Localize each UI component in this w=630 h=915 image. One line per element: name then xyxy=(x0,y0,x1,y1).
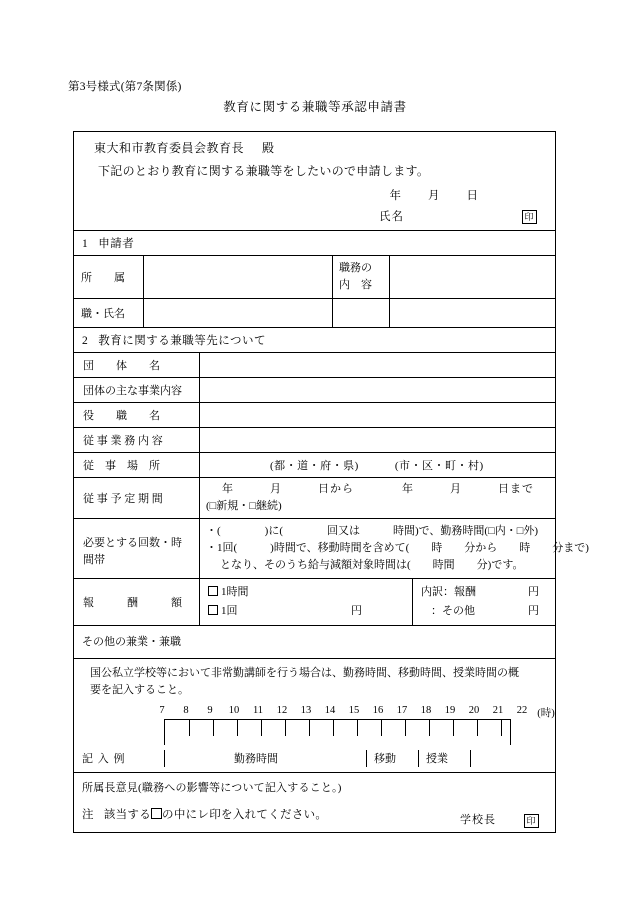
work-period-value[interactable] xyxy=(200,478,555,518)
frequency-line3: となり、そのうち給与減額対象時間は( 時間 分)です。 xyxy=(220,559,524,572)
segment-divider xyxy=(164,750,165,767)
job-content-value[interactable] xyxy=(390,256,555,298)
ruler-tick xyxy=(453,720,454,736)
segment-divider xyxy=(470,750,471,767)
frequency-value[interactable] xyxy=(200,519,595,578)
work-content-value[interactable] xyxy=(200,428,555,452)
hour-label: 9 xyxy=(207,705,213,717)
payment-breakdown-label: 内訳：報酬 xyxy=(421,586,476,599)
date-month-label: 月 xyxy=(428,190,441,202)
form-number: 第3号様式(第7条関係) xyxy=(68,81,182,93)
table-row xyxy=(74,579,555,626)
table-row xyxy=(74,626,555,659)
segment-label: 移動 xyxy=(374,752,396,765)
note-line2: 要を記入すること。 xyxy=(90,684,189,697)
hour-label: 14 xyxy=(324,705,336,717)
section2-number: 2 xyxy=(82,335,89,348)
footnote xyxy=(82,806,327,822)
hour-label: 13 xyxy=(300,705,312,717)
statement-line: 下記のとおり教育に関する兼職等をしたいので申請します。 xyxy=(98,164,430,178)
hour-label: 11 xyxy=(252,705,264,717)
hour-label: 16 xyxy=(372,705,384,717)
job-content-label-line1: 職務の xyxy=(339,262,372,275)
payment-per-time-label: 1回 xyxy=(221,605,238,618)
hour-label: 19 xyxy=(444,705,456,717)
payment-other-amount: 円 xyxy=(528,605,539,618)
addressee-honorific: 殿 xyxy=(262,141,275,155)
addressee: 東大和市教育委員会教育長 xyxy=(94,141,245,155)
payment-left-cell[interactable] xyxy=(200,579,413,625)
segment-divider xyxy=(366,750,367,767)
ruler-tick xyxy=(429,720,430,736)
payment-breakdown-row xyxy=(421,583,547,602)
work-place-value[interactable] xyxy=(200,453,555,477)
section1-title xyxy=(74,231,555,256)
payment-other-label: ：その他 xyxy=(431,605,475,618)
work-content-label: 従 事 業 務 内 容 xyxy=(74,428,200,452)
organization-business-label: 団体の主な事業内容 xyxy=(74,378,200,402)
date-line xyxy=(84,187,545,203)
payment-breakdown-amount: 円 xyxy=(528,586,539,599)
work-place-city: (市・区・町・村) xyxy=(394,460,484,473)
hour-label: 7 xyxy=(159,705,165,717)
work-period-dates: 年 月 日から 年 月 日まで xyxy=(222,483,534,496)
payment-per-time-amount: 円 xyxy=(351,605,362,618)
segment-divider xyxy=(418,750,419,767)
hour-label: 17 xyxy=(396,705,408,717)
date-year-label: 年 xyxy=(389,190,402,202)
note-line1: 国公私立学校等において非常勤講師を行う場合は、勤務時間、移動時間、授業時間の概 xyxy=(90,667,519,680)
segment-label: 勤務時間 xyxy=(234,752,278,765)
role-title-label: 役 職 名 xyxy=(74,403,200,427)
page-title: 教育に関する兼職等承認申請書 xyxy=(223,100,407,114)
timeline-example-row xyxy=(82,748,547,768)
checkbox-icon[interactable] xyxy=(208,605,218,615)
job-content-label xyxy=(333,256,390,298)
supervisor-opinion-block[interactable] xyxy=(74,773,555,831)
hour-label: 10 xyxy=(228,705,240,717)
affiliation-label xyxy=(74,256,144,298)
ruler-tick xyxy=(381,720,382,736)
position-name-value[interactable] xyxy=(144,299,333,327)
payment-per-time-row[interactable] xyxy=(208,602,404,621)
table-row xyxy=(74,378,555,403)
timeline-hour-labels xyxy=(82,705,555,720)
frequency-label xyxy=(74,519,200,578)
hour-label: 12 xyxy=(276,705,288,717)
hour-unit-label: (時) xyxy=(537,708,555,720)
seal-icon: 印 xyxy=(524,814,539,828)
other-jobs-label: その他の兼業・兼職 xyxy=(82,636,181,649)
table-row xyxy=(74,519,589,579)
payment-hourly-label: 1時間 xyxy=(221,586,249,599)
section2-label: 教育に関する兼職等先について xyxy=(98,335,267,348)
work-period-type[interactable]: (□新規・□継続) xyxy=(206,500,282,513)
ruler-tick xyxy=(501,720,502,736)
addressee-line xyxy=(84,139,545,156)
table-row xyxy=(74,353,555,378)
seal-icon: 印 xyxy=(522,210,537,224)
work-place-prefecture: (都・道・府・県) xyxy=(270,460,359,473)
ruler-tick xyxy=(405,720,406,736)
frequency-label-line1: 必要とする回数・時 xyxy=(83,537,182,550)
frequency-label-line2: 間帯 xyxy=(83,554,105,567)
frequency-line2: ・1回( )時間で、移動時間を含めて( 時 分から 時 分まで) xyxy=(206,542,589,555)
ruler-tick xyxy=(285,720,286,736)
payment-hourly-row[interactable] xyxy=(208,583,404,602)
name-label: 氏名 xyxy=(379,211,404,223)
position-name-label-text: 職・氏名 xyxy=(81,308,125,321)
footnote-text-before: 該当する xyxy=(103,809,152,821)
checkbox-icon xyxy=(151,808,162,819)
ruler-tick xyxy=(237,720,238,736)
frequency-line1: ・( )に( 回又は 時間)で、勤務時間(□内・□外) xyxy=(206,525,539,538)
affiliation-label-text: 所 属 xyxy=(81,272,125,285)
role-title-value[interactable] xyxy=(200,403,555,427)
work-period-label: 従 事 予 定 期 間 xyxy=(74,478,200,518)
section1-number: 1 xyxy=(82,238,89,251)
organization-business-value[interactable] xyxy=(200,378,555,402)
affiliation-value[interactable] xyxy=(144,256,333,298)
job-content-label-line2: 内 容 xyxy=(339,279,372,292)
hour-label: 15 xyxy=(348,705,360,717)
ruler-tick xyxy=(357,720,358,736)
ruler-tick xyxy=(309,720,310,736)
table-row xyxy=(74,299,555,328)
organization-name-value[interactable] xyxy=(200,353,555,377)
other-jobs-row[interactable] xyxy=(74,626,555,658)
example-bar xyxy=(156,750,547,767)
supervisor-opinion-title: 所属長意見(職務への影響等について記入すること。) xyxy=(82,782,342,795)
timeline-note-block xyxy=(74,659,555,773)
application-form-table xyxy=(73,131,589,833)
example-label: 記 入 例 xyxy=(82,753,126,766)
ruler-tick xyxy=(333,720,334,736)
hour-label: 8 xyxy=(183,705,189,717)
ruler-tick xyxy=(189,720,190,736)
payment-other-row xyxy=(421,602,547,621)
date-day-label: 日 xyxy=(466,190,479,202)
table-row xyxy=(74,478,555,519)
checkbox-icon[interactable] xyxy=(208,586,218,596)
principal-label: 学校長 xyxy=(460,814,496,827)
footnote-marker: 注 xyxy=(82,809,94,821)
payment-label: 報 酬 額 xyxy=(74,579,200,625)
hour-label: 18 xyxy=(420,705,432,717)
timeline-ruler xyxy=(164,719,511,745)
table-row xyxy=(74,453,555,478)
segment-label: 授業 xyxy=(426,752,448,765)
job-content-value-cont[interactable] xyxy=(390,299,555,327)
organization-name-label: 団 体 名 xyxy=(74,353,200,377)
applicant-name-line xyxy=(84,208,545,224)
form-header-block xyxy=(74,132,555,231)
job-content-label-spacer xyxy=(333,299,390,327)
footnote-text-after: の中にレ印を入れてください。 xyxy=(162,809,328,821)
hour-label: 21 xyxy=(492,705,504,717)
work-place-label: 従 事 場 所 xyxy=(74,453,200,477)
payment-right-cell[interactable] xyxy=(413,579,555,625)
hour-label: 22 xyxy=(516,705,528,717)
table-row xyxy=(74,256,555,299)
table-row xyxy=(74,403,555,428)
table-row xyxy=(74,428,555,453)
ruler-tick xyxy=(213,720,214,736)
hour-label: 20 xyxy=(468,705,480,717)
section2-title xyxy=(74,328,555,353)
position-name-label xyxy=(74,299,144,327)
ruler-tick xyxy=(261,720,262,736)
section1-label: 申請者 xyxy=(98,238,135,251)
ruler-tick xyxy=(477,720,478,736)
